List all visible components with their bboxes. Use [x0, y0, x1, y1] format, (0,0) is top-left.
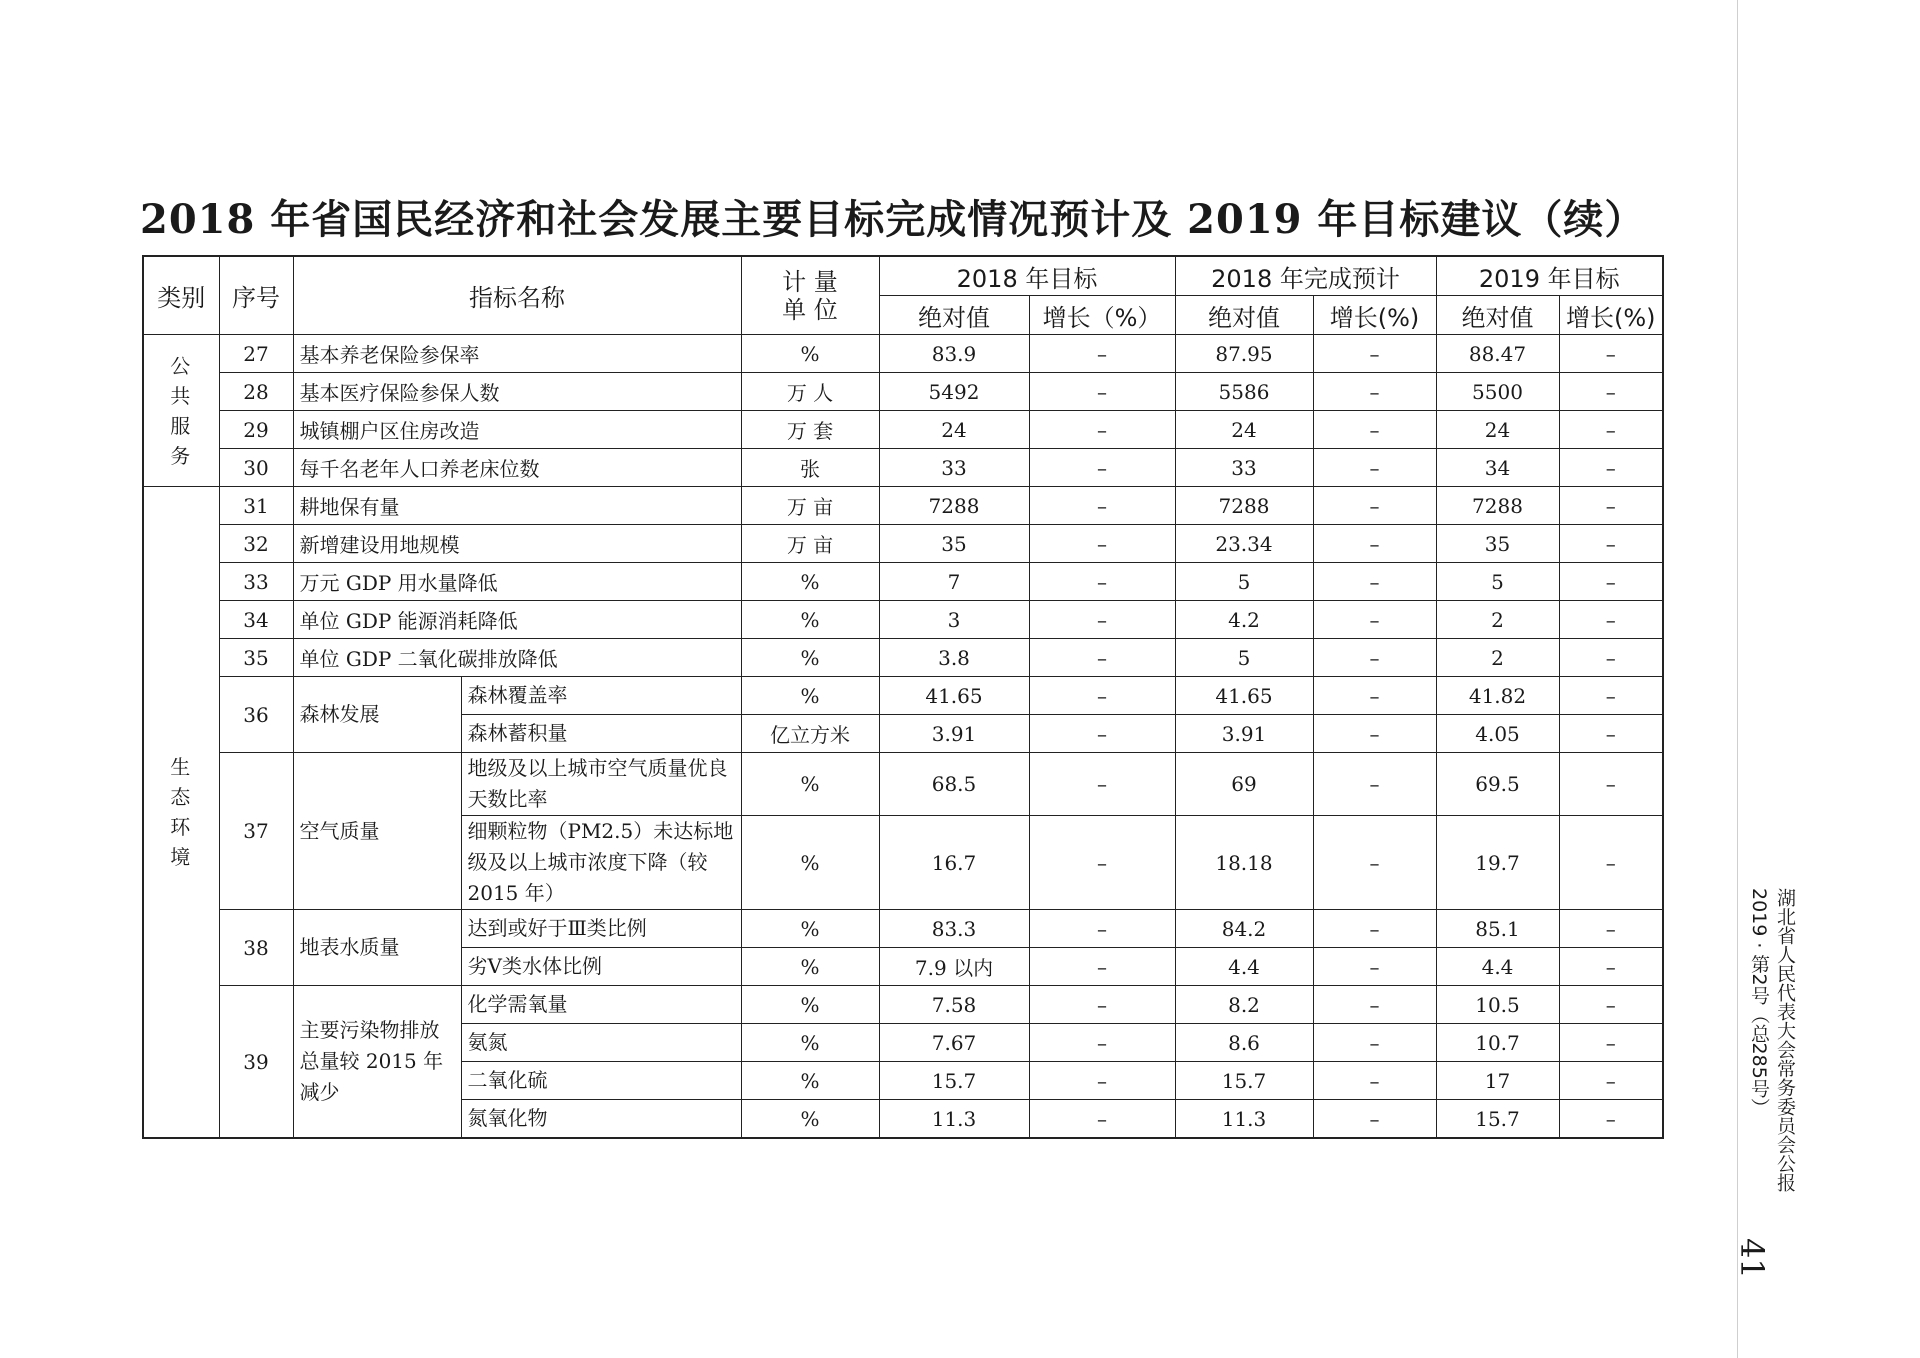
- abs-2018-cell: 16.7: [879, 816, 1029, 910]
- unit-cell: 万 亩: [741, 487, 879, 525]
- unit-cell: 万 套: [741, 411, 879, 449]
- growth-2018-cell: –: [1029, 677, 1175, 715]
- abs-2018-cell: 83.3: [879, 910, 1029, 948]
- growth-proj-cell: –: [1313, 373, 1436, 411]
- growth-proj-cell: –: [1313, 715, 1436, 753]
- sub-indicator-name: 细颗粒物（PM2.5）未达标地级及以上城市浓度下降（较 2015 年）: [461, 816, 741, 910]
- header-target-2018: 2018 年目标: [879, 256, 1175, 296]
- abs-2018-cell: 7: [879, 563, 1029, 601]
- seq-cell: 34: [219, 601, 293, 639]
- unit-cell: 万 人: [741, 373, 879, 411]
- sub-indicator-name: 二氧化硫: [461, 1062, 741, 1100]
- growth-proj-cell: –: [1313, 986, 1436, 1024]
- table-row: [143, 411, 1663, 449]
- abs-2019-cell: 5: [1436, 563, 1559, 601]
- growth-proj-cell: –: [1313, 816, 1436, 910]
- abs-2019-cell: 10.5: [1436, 986, 1559, 1024]
- sub-indicator-name: 地级及以上城市空气质量优良天数比率: [461, 753, 741, 816]
- abs-2018-cell: 7.67: [879, 1024, 1029, 1062]
- seq-cell: 35: [219, 639, 293, 677]
- category-eco: [143, 487, 219, 1139]
- indicator-name: 单位 GDP 二氧化碳排放降低: [293, 639, 741, 677]
- abs-2019-cell: 69.5: [1436, 753, 1559, 816]
- growth-2019-cell: –: [1559, 411, 1663, 449]
- header-name: 指标名称: [293, 256, 741, 335]
- growth-proj-cell: –: [1313, 335, 1436, 373]
- sub-indicator-name: 化学需氧量: [461, 986, 741, 1024]
- abs-proj-cell: 69: [1175, 753, 1313, 816]
- abs-2018-cell: 3: [879, 601, 1029, 639]
- abs-2019-cell: 15.7: [1436, 1100, 1559, 1139]
- header-growth-2019: 增长(%): [1559, 296, 1663, 335]
- unit-cell: 亿立方米: [741, 715, 879, 753]
- abs-proj-cell: 8.2: [1175, 986, 1313, 1024]
- abs-2018-cell: 7.9 以内: [879, 948, 1029, 986]
- table-row: [143, 373, 1663, 411]
- growth-2018-cell: –: [1029, 910, 1175, 948]
- growth-2019-cell: –: [1559, 601, 1663, 639]
- table-row: [143, 563, 1663, 601]
- seq-cell: 31: [219, 487, 293, 525]
- seq-cell: 30: [219, 449, 293, 487]
- growth-2019-cell: –: [1559, 948, 1663, 986]
- unit-cell: %: [741, 335, 879, 373]
- abs-2018-cell: 15.7: [879, 1062, 1029, 1100]
- header-growth-proj: 增长(%): [1313, 296, 1436, 335]
- abs-2018-cell: 11.3: [879, 1100, 1029, 1139]
- abs-proj-cell: 4.2: [1175, 601, 1313, 639]
- growth-2018-cell: –: [1029, 1100, 1175, 1139]
- abs-proj-cell: 7288: [1175, 487, 1313, 525]
- abs-proj-cell: 4.4: [1175, 948, 1313, 986]
- header-category: 类别: [143, 256, 219, 335]
- abs-proj-cell: 5: [1175, 639, 1313, 677]
- growth-2018-cell: –: [1029, 1024, 1175, 1062]
- abs-2019-cell: 85.1: [1436, 910, 1559, 948]
- unit-cell: %: [741, 910, 879, 948]
- abs-2019-cell: 10.7: [1436, 1024, 1559, 1062]
- growth-2019-cell: –: [1559, 816, 1663, 910]
- indicator-name: 新增建设用地规模: [293, 525, 741, 563]
- margin-rule: [1737, 0, 1738, 1358]
- table-row: [143, 487, 1663, 525]
- header-target-2019: 2019 年目标: [1436, 256, 1663, 296]
- growth-proj-cell: –: [1313, 601, 1436, 639]
- abs-proj-cell: 24: [1175, 411, 1313, 449]
- unit-cell: %: [741, 1062, 879, 1100]
- growth-proj-cell: –: [1313, 753, 1436, 816]
- seq-cell: 28: [219, 373, 293, 411]
- growth-2019-cell: –: [1559, 373, 1663, 411]
- growth-proj-cell: –: [1313, 639, 1436, 677]
- abs-proj-cell: 8.6: [1175, 1024, 1313, 1062]
- growth-2019-cell: –: [1559, 753, 1663, 816]
- unit-cell: 张: [741, 449, 879, 487]
- indicator-group-name: 空气质量: [293, 753, 461, 910]
- category-eco-label: 生态环境: [170, 755, 193, 869]
- seq-cell: 33: [219, 563, 293, 601]
- header-unit: 计 量 单 位: [741, 256, 879, 335]
- indicator-name: 耕地保有量: [293, 487, 741, 525]
- abs-proj-cell: 11.3: [1175, 1100, 1313, 1139]
- abs-2018-cell: 41.65: [879, 677, 1029, 715]
- table-row: [143, 601, 1663, 639]
- abs-2018-cell: 5492: [879, 373, 1029, 411]
- sub-indicator-name: 达到或好于Ⅲ类比例: [461, 910, 741, 948]
- seq-cell: 37: [219, 753, 293, 910]
- indicator-group-name: 主要污染物排放总量较 2015 年减少: [293, 986, 461, 1139]
- unit-cell: %: [741, 1024, 879, 1062]
- abs-2018-cell: 7288: [879, 487, 1029, 525]
- growth-proj-cell: –: [1313, 525, 1436, 563]
- unit-cell: %: [741, 1100, 879, 1139]
- abs-2018-cell: 7.58: [879, 986, 1029, 1024]
- abs-2019-cell: 4.05: [1436, 715, 1559, 753]
- growth-proj-cell: –: [1313, 563, 1436, 601]
- abs-2019-cell: 41.82: [1436, 677, 1559, 715]
- abs-proj-cell: 5586: [1175, 373, 1313, 411]
- seq-cell: 39: [219, 986, 293, 1139]
- journal-issue: 2019 · 第2号（总285号）: [1748, 888, 1770, 1117]
- growth-2018-cell: –: [1029, 1062, 1175, 1100]
- header-row-1: [143, 256, 1663, 296]
- growth-proj-cell: –: [1313, 1062, 1436, 1100]
- sub-indicator-name: 森林覆盖率: [461, 677, 741, 715]
- indicator-name: 基本医疗保险参保人数: [293, 373, 741, 411]
- growth-2018-cell: –: [1029, 373, 1175, 411]
- abs-2019-cell: 2: [1436, 639, 1559, 677]
- sub-indicator-name: 劣Ⅴ类水体比例: [461, 948, 741, 986]
- unit-cell: %: [741, 639, 879, 677]
- table-row: [143, 449, 1663, 487]
- abs-proj-cell: 23.34: [1175, 525, 1313, 563]
- seq-cell: 32: [219, 525, 293, 563]
- header-abs-2019: 绝对值: [1436, 296, 1559, 335]
- growth-2019-cell: –: [1559, 1062, 1663, 1100]
- page-title: 2018 年省国民经济和社会发展主要目标完成情况预计及 2019 年目标建议（续）: [140, 196, 1646, 243]
- growth-2019-cell: –: [1559, 639, 1663, 677]
- abs-2019-cell: 7288: [1436, 487, 1559, 525]
- growth-2019-cell: –: [1559, 563, 1663, 601]
- growth-proj-cell: –: [1313, 910, 1436, 948]
- sub-indicator-name: 氨氮: [461, 1024, 741, 1062]
- table-row: [143, 335, 1663, 373]
- growth-2019-cell: –: [1559, 677, 1663, 715]
- abs-2019-cell: 34: [1436, 449, 1559, 487]
- seq-cell: 29: [219, 411, 293, 449]
- growth-2018-cell: –: [1029, 335, 1175, 373]
- abs-2018-cell: 83.9: [879, 335, 1029, 373]
- growth-2018-cell: –: [1029, 715, 1175, 753]
- unit-cell: %: [741, 753, 879, 816]
- table-row: [143, 986, 1663, 1024]
- table-row: [143, 753, 1663, 816]
- abs-proj-cell: 18.18: [1175, 816, 1313, 910]
- abs-2019-cell: 17: [1436, 1062, 1559, 1100]
- abs-2018-cell: 33: [879, 449, 1029, 487]
- abs-2019-cell: 35: [1436, 525, 1559, 563]
- header-growth-2018: 增长（%）: [1029, 296, 1175, 335]
- table-row: [143, 525, 1663, 563]
- unit-cell: 万 亩: [741, 525, 879, 563]
- growth-proj-cell: –: [1313, 1024, 1436, 1062]
- header-projected-2018: 2018 年完成预计: [1175, 256, 1436, 296]
- page-number: 41: [1733, 1238, 1771, 1279]
- indicator-group-name: 森林发展: [293, 677, 461, 753]
- abs-proj-cell: 84.2: [1175, 910, 1313, 948]
- growth-2018-cell: –: [1029, 601, 1175, 639]
- abs-proj-cell: 5: [1175, 563, 1313, 601]
- abs-proj-cell: 87.95: [1175, 335, 1313, 373]
- table-row: [143, 639, 1663, 677]
- growth-2018-cell: –: [1029, 816, 1175, 910]
- seq-cell: 36: [219, 677, 293, 753]
- growth-2018-cell: –: [1029, 563, 1175, 601]
- growth-2018-cell: –: [1029, 948, 1175, 986]
- abs-2019-cell: 4.4: [1436, 948, 1559, 986]
- seq-cell: 27: [219, 335, 293, 373]
- header-abs-proj: 绝对值: [1175, 296, 1313, 335]
- growth-2019-cell: –: [1559, 715, 1663, 753]
- unit-cell: %: [741, 986, 879, 1024]
- growth-2018-cell: –: [1029, 525, 1175, 563]
- growth-2019-cell: –: [1559, 1024, 1663, 1062]
- abs-proj-cell: 33: [1175, 449, 1313, 487]
- growth-proj-cell: –: [1313, 411, 1436, 449]
- abs-2019-cell: 24: [1436, 411, 1559, 449]
- indicator-name: 每千名老年人口养老床位数: [293, 449, 741, 487]
- category-public: [143, 335, 219, 487]
- category-public-label: 公共服务: [170, 353, 193, 468]
- indicator-group-name: 地表水质量: [293, 910, 461, 986]
- abs-proj-cell: 15.7: [1175, 1062, 1313, 1100]
- sub-indicator-name: 森林蓄积量: [461, 715, 741, 753]
- growth-2019-cell: –: [1559, 1100, 1663, 1139]
- journal-name: 湖北省人民代表大会常务委员会公报: [1774, 888, 1796, 1192]
- growth-2018-cell: –: [1029, 639, 1175, 677]
- growth-2018-cell: –: [1029, 487, 1175, 525]
- growth-proj-cell: –: [1313, 449, 1436, 487]
- abs-2019-cell: 88.47: [1436, 335, 1559, 373]
- growth-2018-cell: –: [1029, 449, 1175, 487]
- growth-2019-cell: –: [1559, 525, 1663, 563]
- growth-proj-cell: –: [1313, 677, 1436, 715]
- unit-cell: %: [741, 563, 879, 601]
- growth-proj-cell: –: [1313, 1100, 1436, 1139]
- abs-proj-cell: 41.65: [1175, 677, 1313, 715]
- abs-proj-cell: 3.91: [1175, 715, 1313, 753]
- abs-2019-cell: 2: [1436, 601, 1559, 639]
- growth-2018-cell: –: [1029, 753, 1175, 816]
- growth-2019-cell: –: [1559, 910, 1663, 948]
- growth-proj-cell: –: [1313, 487, 1436, 525]
- indicator-name: 基本养老保险参保率: [293, 335, 741, 373]
- growth-2018-cell: –: [1029, 411, 1175, 449]
- sub-indicator-name: 氮氧化物: [461, 1100, 741, 1139]
- growth-proj-cell: –: [1313, 948, 1436, 986]
- growth-2019-cell: –: [1559, 335, 1663, 373]
- table-row: [143, 910, 1663, 948]
- unit-cell: %: [741, 677, 879, 715]
- abs-2018-cell: 35: [879, 525, 1029, 563]
- targets-table: [142, 255, 1664, 1139]
- growth-2018-cell: –: [1029, 986, 1175, 1024]
- unit-cell: %: [741, 601, 879, 639]
- abs-2018-cell: 24: [879, 411, 1029, 449]
- abs-2018-cell: 3.8: [879, 639, 1029, 677]
- abs-2019-cell: 5500: [1436, 373, 1559, 411]
- unit-cell: %: [741, 816, 879, 910]
- growth-2019-cell: –: [1559, 986, 1663, 1024]
- abs-2018-cell: 68.5: [879, 753, 1029, 816]
- indicator-name: 万元 GDP 用水量降低: [293, 563, 741, 601]
- abs-2019-cell: 19.7: [1436, 816, 1559, 910]
- indicator-name: 单位 GDP 能源消耗降低: [293, 601, 741, 639]
- unit-cell: %: [741, 948, 879, 986]
- growth-2019-cell: –: [1559, 449, 1663, 487]
- seq-cell: 38: [219, 910, 293, 986]
- indicator-name: 城镇棚户区住房改造: [293, 411, 741, 449]
- growth-2019-cell: –: [1559, 487, 1663, 525]
- header-seq: 序号: [219, 256, 293, 335]
- header-abs-2018: 绝对值: [879, 296, 1029, 335]
- abs-2018-cell: 3.91: [879, 715, 1029, 753]
- table-row: [143, 677, 1663, 715]
